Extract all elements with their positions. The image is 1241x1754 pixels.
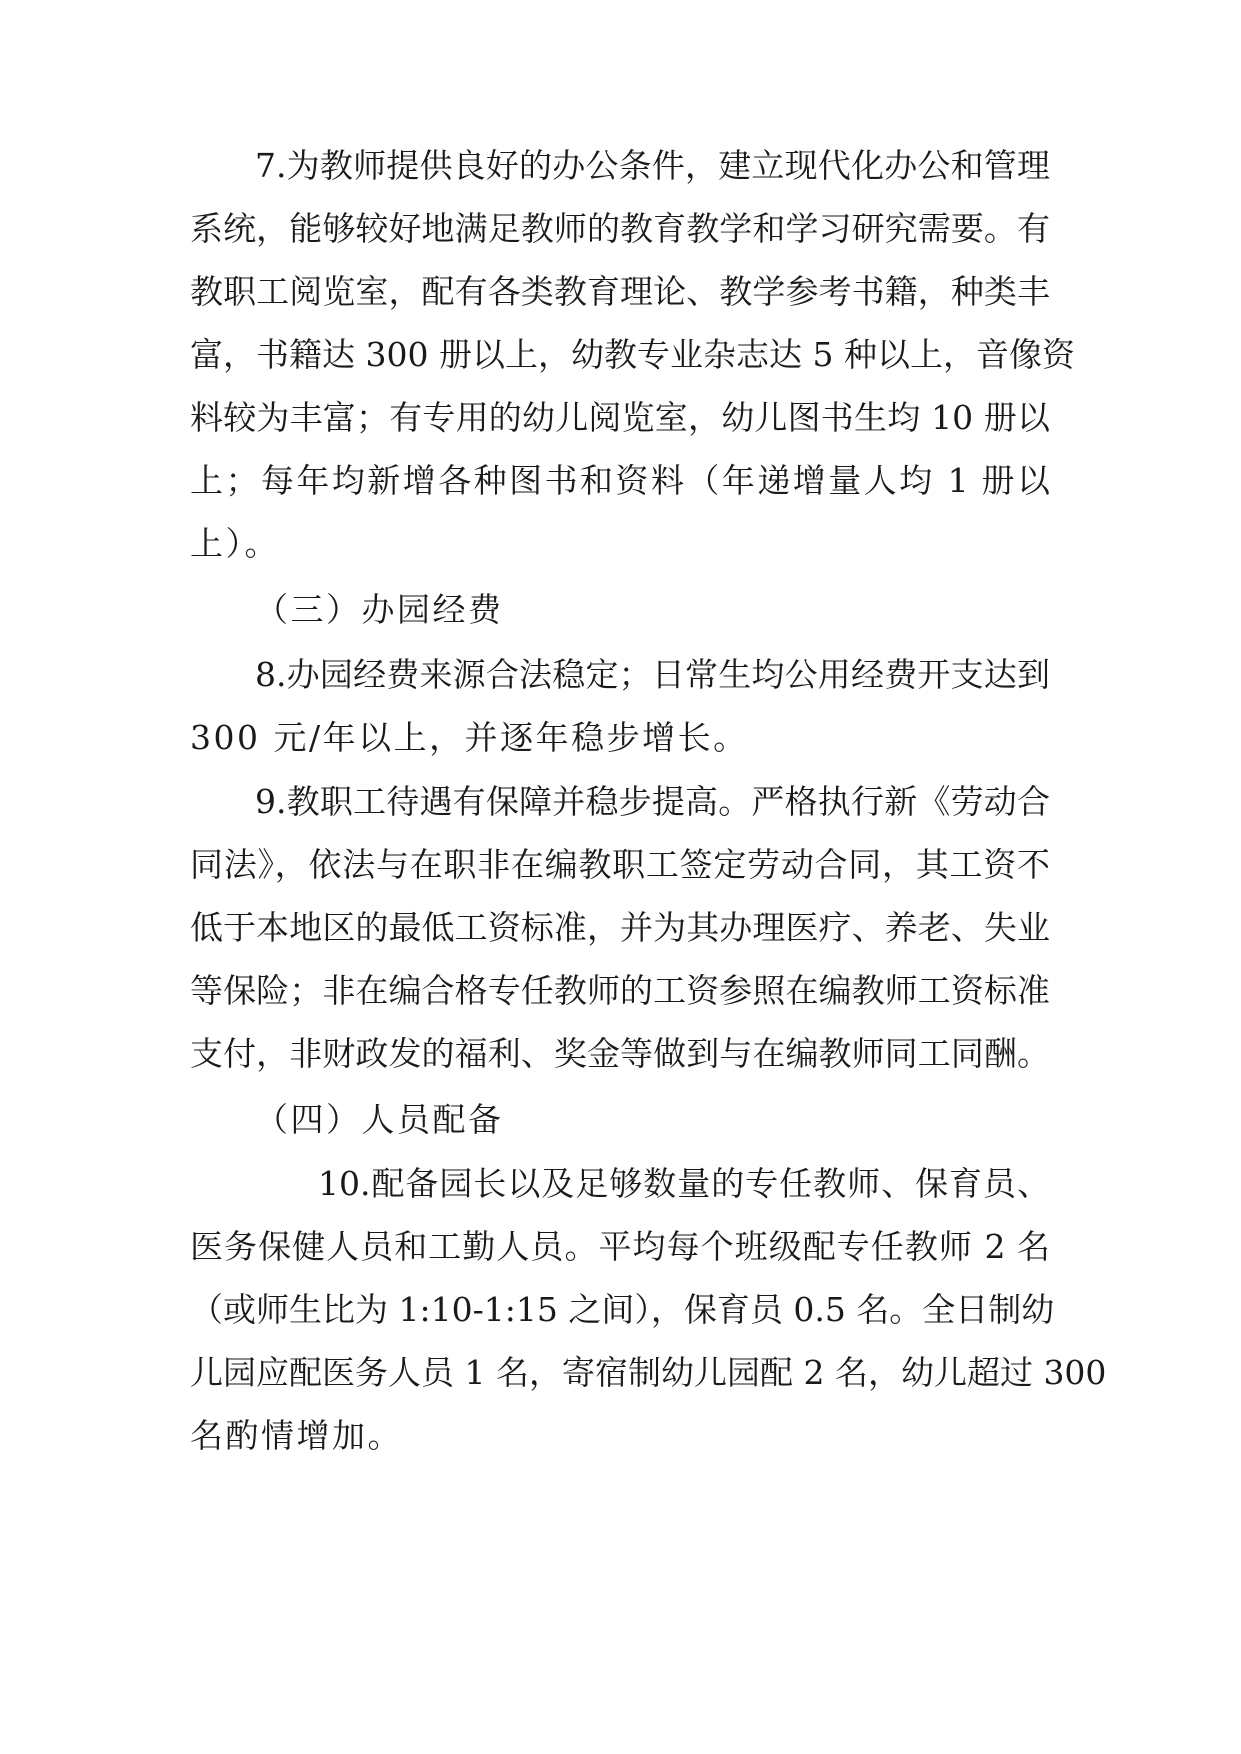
paragraph-7-line-2: 系统，能够较好地满足教师的教育教学和学习研究需要。有 xyxy=(190,209,1050,248)
paragraph-7-line-6: 上；每年均新增各种图书和资料（年递增量人均 1 册以 xyxy=(190,461,1050,500)
paragraph-10-line-2: 医务保健人员和工勤人员。平均每个班级配专任教师 2 名 xyxy=(190,1227,1050,1266)
paragraph-10-line-4: 儿园应配医务人员 1 名，寄宿制幼儿园配 2 名，幼儿超过 300 xyxy=(190,1353,1107,1392)
section-heading-staffing: （四）人员配备 xyxy=(255,1100,504,1139)
paragraph-10-line-5: 名酌情增加。 xyxy=(190,1416,403,1455)
paragraph-8-line-1: 8.办园经费来源合法稳定；日常生均公用经费开支达到 xyxy=(255,655,1050,694)
paragraph-7-line-3: 教职工阅览室，配有各类教育理论、教学参考书籍，种类丰 xyxy=(190,272,1050,311)
paragraph-7-line-5: 料较为丰富；有专用的幼儿阅览室，幼儿图书生均 10 册以 xyxy=(190,398,1050,437)
paragraph-7-line-7: 上）。 xyxy=(190,524,280,563)
paragraph-9-line-2: 同法》，依法与在职非在编教职工签定劳动合同，其工资不 xyxy=(190,845,1050,884)
paragraph-9-line-5: 支付，非财政发的福利、奖金等做到与在编教师同工同酬。 xyxy=(190,1034,1050,1073)
paragraph-9-line-3: 低于本地区的最低工资标准，并为其办理医疗、养老、失业 xyxy=(190,908,1050,947)
paragraph-8-line-2: 300 元/年以上，并逐年稳步增长。 xyxy=(190,718,749,757)
paragraph-7-line-4: 富，书籍达 300 册以上，幼教专业杂志达 5 种以上，音像资 xyxy=(190,335,1075,374)
paragraph-9-line-1: 9.教职工待遇有保障并稳步提高。严格执行新《劳动合 xyxy=(255,782,1050,821)
paragraph-10-line-1: 10.配备园长以及足够数量的专任教师、保育员、 xyxy=(318,1164,1050,1203)
paragraph-10-line-3: （或师生比为 1:10-1:15 之间），保育员 0.5 名。全日制幼 xyxy=(190,1290,1055,1329)
paragraph-7-line-1: 7.为教师提供良好的办公条件，建立现代化办公和管理 xyxy=(255,146,1050,185)
section-heading-funding: （三）办园经费 xyxy=(255,590,504,629)
paragraph-9-line-4: 等保险；非在编合格专任教师的工资参照在编教师工资标准 xyxy=(190,971,1050,1010)
